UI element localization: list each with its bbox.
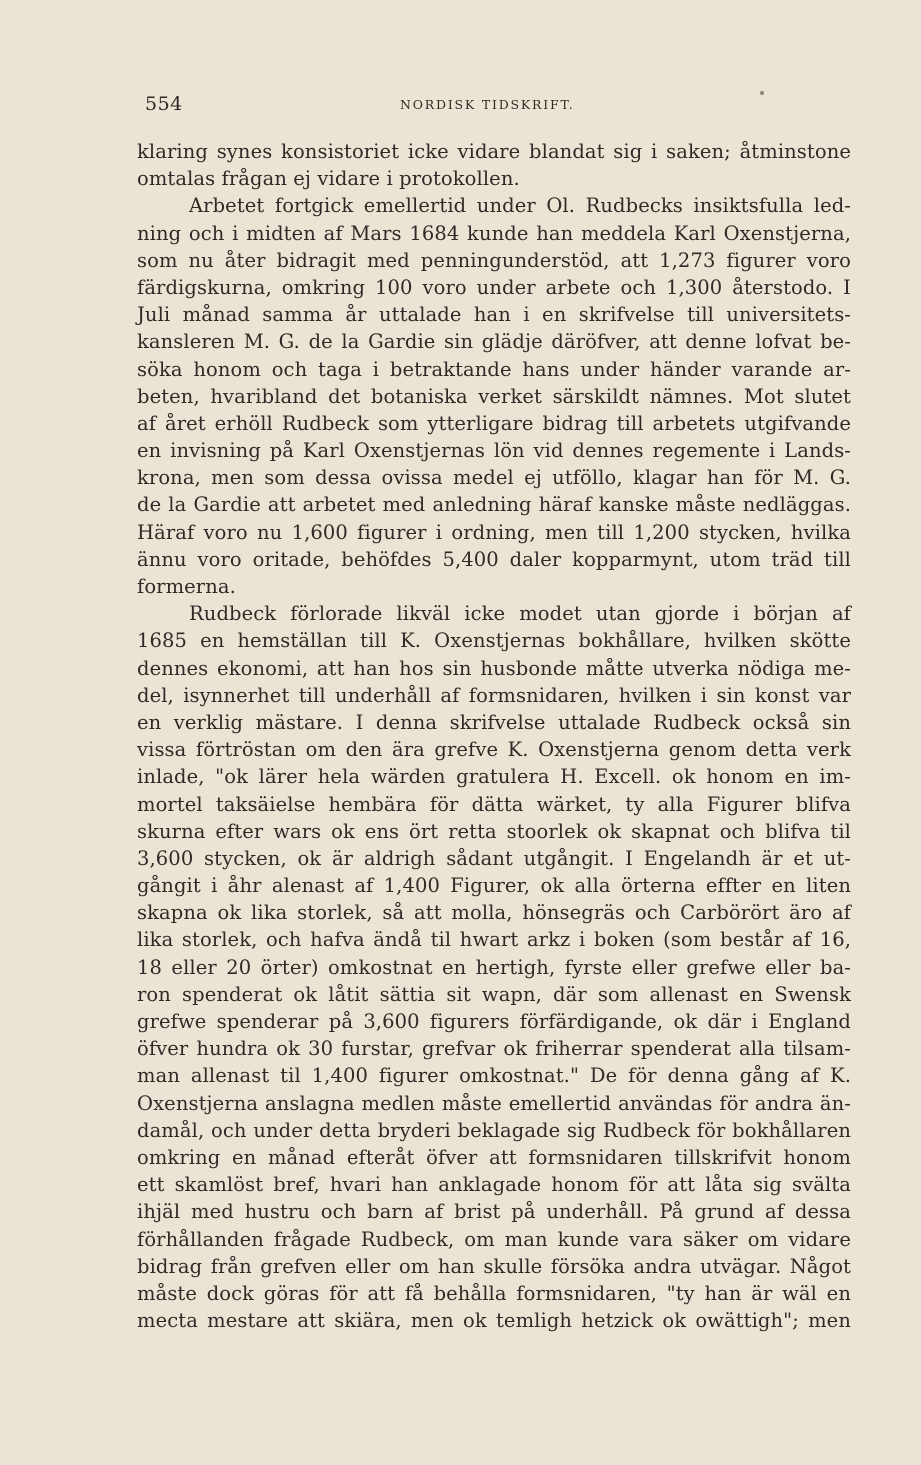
text-line: kansleren M. G. de la Gardie sin glädje däröfver, att denne lofvat be- <box>137 330 851 354</box>
page-header <box>137 93 851 123</box>
text-line: Häraf voro nu 1,600 figurer i ordning, men till 1,200 stycken, hvilka <box>137 520 851 544</box>
text-line: man allenast til 1,400 figurer omkostnat." De för denna gång af K. <box>137 1064 851 1088</box>
text-line: vissa förtröstan om den ära grefve K. Oxenstjerna genom detta verk <box>137 738 851 762</box>
text-line: färdigskurna, omkring 100 voro under arbete och 1,300 återstodo. I <box>137 275 851 299</box>
text-line: mecta mestare att skiära, men ok temligh hetzick ok owättigh"; men <box>137 1309 851 1333</box>
text-line: krona, men som dessa ovissa medel ej utföllo, klagar han för M. G. <box>137 466 851 490</box>
text-line: Oxenstjerna anslagna medlen måste emellertid användas för andra än- <box>137 1091 851 1115</box>
text-line: beten, hvaribland det botaniska verket särskildt nämnes. Mot slutet <box>137 384 851 408</box>
page-number: 554 <box>145 93 183 115</box>
text-line: klaring synes konsistoriet icke vidare blandat sig i saken; åtminstone <box>137 140 851 163</box>
text-line: skurna efter wars ok ens ört retta stoorlek ok skapnat och blifva til <box>137 819 851 843</box>
text-line: Arbetet fortgick emellertid under Ol. Rudbecks insiktsfulla led- <box>189 194 851 218</box>
text-line: ännu voro oritade, behöfdes 5,400 daler kopparmynt, utom träd till <box>137 547 851 571</box>
text-line: ning och i midten af Mars 1684 kunde han meddela Karl Oxenstjerna, <box>137 221 851 245</box>
text-line: en invisning på Karl Oxenstjernas lön vid dennes regemente i Lands- <box>137 439 851 463</box>
text-line: Juli månad samma år uttalade han i en skrifvelse till universitets- <box>137 303 851 327</box>
text-line: grefwe spenderar på 3,600 figurers förfärdigande, ok där i England <box>137 1010 851 1033</box>
text-line: 18 eller 20 örter) omkostnat en hertigh, fyrste eller grefwe eller ba- <box>137 955 851 979</box>
running-head: NORDISK TIDSKRIFT. <box>400 97 575 112</box>
text-line: öfver hundra ok 30 furstar, grefvar ok friherrar spenderat alla tilsam- <box>137 1037 851 1061</box>
text-line: damål, och under detta bryderi beklagade sig Rudbeck för bokhållaren <box>137 1118 851 1142</box>
text-line: en verklig mästare. I denna skrifvelse uttalade Rudbeck också sin <box>137 710 851 734</box>
text-line: 1685 en hemställan till K. Oxenstjernas bokhållare, hvilken skötte <box>137 629 851 653</box>
text-line: omtalas frågan ej vidare i protokollen. <box>137 167 520 191</box>
text-line: skapna ok lika storlek, så att molla, hönsegräs och Carbörört äro af <box>137 901 851 925</box>
text-line: omkring en månad efteråt öfver att formsnidaren tillskrifvit honom <box>137 1145 851 1169</box>
text-line: af året erhöll Rudbeck som ytterligare bidrag till arbetets utgifvande <box>137 411 851 435</box>
text-line: de la Gardie att arbetet med anledning häraf kanske måste nedläggas. <box>137 493 851 517</box>
text-line: del, isynnerhet till underhåll af formsnidaren, hvilken i sin konst var <box>137 683 851 707</box>
text-line: ett skamlöst bref, hvari han anklagade honom för att låta sig svälta <box>137 1173 851 1197</box>
text-line: mortel taksäielse hembära för dätta wärket, ty alla Figurer blifva <box>137 792 851 816</box>
text-line: lika storlek, och hafva ändå til hwart arkz i boken (som består af 16, <box>137 928 851 952</box>
text-line: måste dock göras för att få behålla formsnidaren, "ty han är wäl en <box>137 1281 851 1305</box>
text-line: som nu åter bidragit med penningunderstöd, att 1,273 figurer voro <box>137 248 851 272</box>
text-line: formerna. <box>137 575 236 598</box>
text-line: dennes ekonomi, att han hos sin husbonde måtte utverka nödiga me- <box>137 656 851 680</box>
text-line: gångit i åhr alenast af 1,400 Figurer, ok alla örterna effter en liten <box>137 874 851 898</box>
text-line: söka honom och taga i betraktande hans under händer varande ar- <box>137 357 851 381</box>
text-line: ihjäl med hustru och barn af brist på underhåll. På grund af dessa <box>137 1200 851 1224</box>
text-line: bidrag från grefven eller om han skulle försöka andra utvägar. Något <box>137 1254 851 1278</box>
text-line: ron spenderat ok låtit sättia sit wapn, där som allenast en Swensk <box>137 982 851 1006</box>
text-line: Rudbeck förlorade likväl icke modet utan gjorde i början af <box>189 602 851 626</box>
text-line: 3,600 stycken, ok är aldrigh sådant utgångit. I Engelandh är et ut- <box>137 846 851 870</box>
body-text <box>137 138 851 1334</box>
text-line: inlade, "ok lärer hela wärden gratulera H. Excell. ok honom en im- <box>137 765 851 789</box>
text-line: förhållanden frågade Rudbeck, om man kunde vara säker om vidare <box>137 1227 851 1251</box>
